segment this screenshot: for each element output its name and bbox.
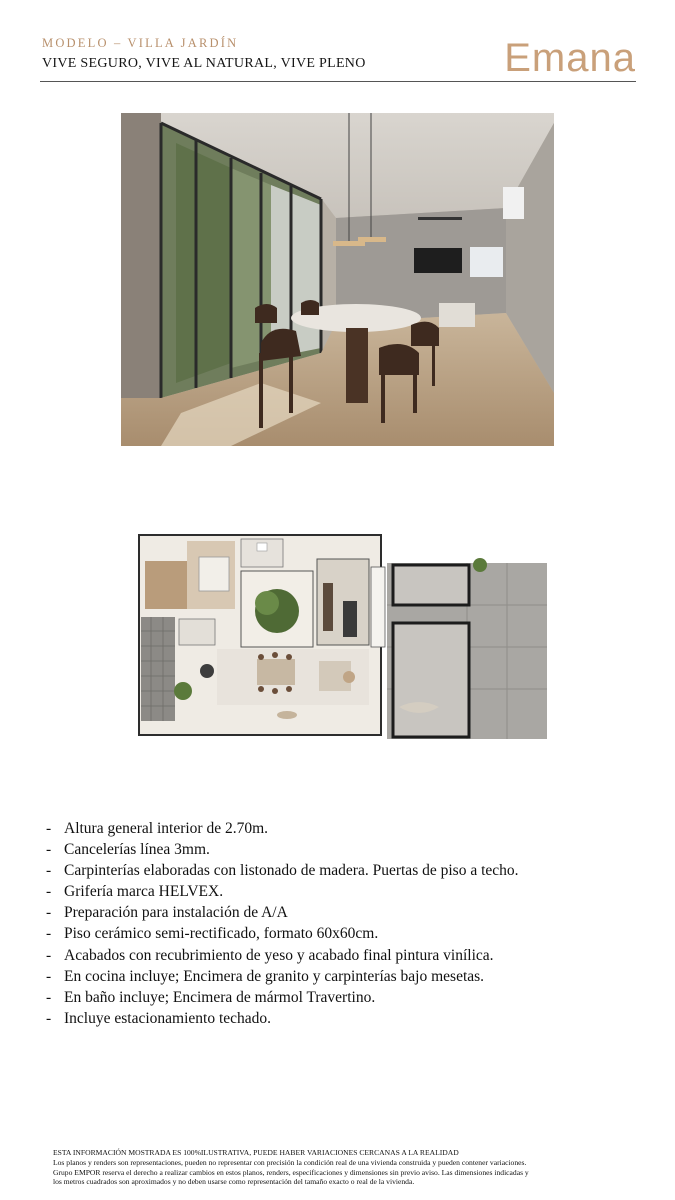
header xyxy=(42,36,636,84)
interior-render-image xyxy=(121,113,554,446)
spec-item: - Carpinterías elaboradas con listonado de madera. Puertas de piso a techo. xyxy=(46,862,519,880)
spec-item: - En cocina incluye; Encimera de granito y carpinterías bajo mesetas. xyxy=(46,967,485,985)
legal-disclaimer xyxy=(53,1148,628,1187)
header-divider xyxy=(40,81,636,82)
spec-item: - Incluye estacionamiento techado. xyxy=(46,1009,272,1027)
disclaimer-line: Los planos y renders son representaciones, pueden no representar con precisión la condición real de una vivienda construida y pueden contener variaciones. xyxy=(53,1157,527,1167)
specifications-list xyxy=(46,818,519,1029)
spec-item: - Altura general interior de 2.70m. xyxy=(46,820,269,837)
spec-item: - Piso cerámico semi-rectificado, formato 60x60cm. xyxy=(46,925,379,943)
disclaimer-line: Grupo EMPOR reserva el derecho a realizar cambios en estos planos, renders, especificaciones y dimensiones sin previo aviso. Las dimensiones indicadas y xyxy=(53,1167,529,1177)
tagline: VIVE SEGURO, VIVE AL NATURAL, VIVE PLENO xyxy=(42,56,366,71)
spec-item: - Preparación para instalación de A/A xyxy=(46,904,288,922)
spec-item: - Cancelerías línea 3mm. xyxy=(46,841,210,859)
floor-plan-image xyxy=(137,531,549,741)
spec-item: - Grifería marca HELVEX. xyxy=(46,883,224,901)
spec-item: - En baño incluye; Encimera de mármol Travertino. xyxy=(46,988,376,1006)
model-name: MODELO – VILLA JARDÍN xyxy=(42,36,239,50)
disclaimer-line: los metros cuadrados son aproximados y no deben usarse como representación del tamaño exacto o real de la vivienda. xyxy=(53,1177,415,1187)
spec-item: - Acabados con recubrimiento de yeso y acabado final pintura vinílica. xyxy=(46,946,494,964)
disclaimer-line: ESTA INFORMACIÓN MOSTRADA ES 100%ILUSTRATIVA, PUEDE HABER VARIACIONES CERCANAS A LA REALIDAD xyxy=(53,1148,459,1157)
brand-logo: Emana xyxy=(504,36,636,80)
